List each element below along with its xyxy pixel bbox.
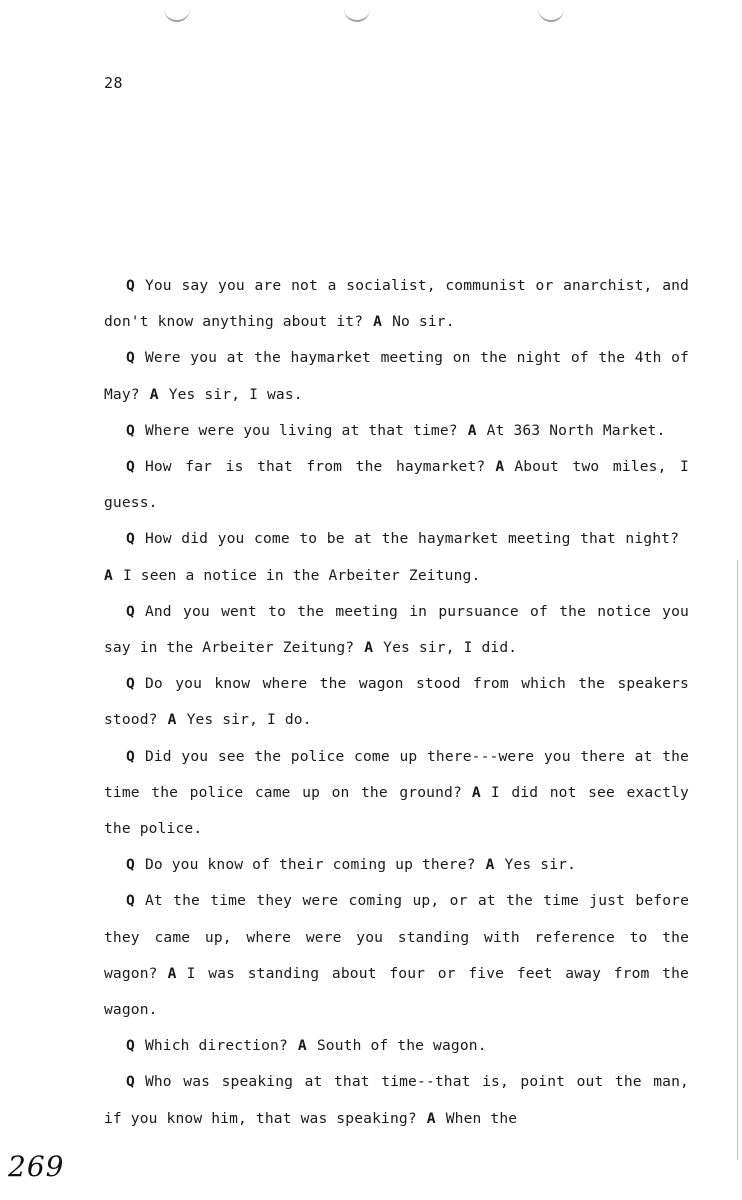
page-number: 28 bbox=[104, 74, 124, 92]
answer-text: At 363 North Market. bbox=[486, 421, 666, 439]
testimony-transcript bbox=[104, 268, 689, 1137]
question-marker: Q bbox=[126, 277, 135, 294]
question-text: How far is that from the haymarket? bbox=[144, 458, 486, 476]
question-marker: Q bbox=[126, 675, 135, 693]
answer-marker: A bbox=[167, 711, 177, 729]
question-text: Which direction? bbox=[144, 1037, 288, 1055]
question-marker: Q bbox=[126, 349, 135, 367]
qa-exchange bbox=[104, 666, 689, 738]
qa-exchange bbox=[104, 739, 689, 848]
qa-exchange bbox=[104, 413, 689, 449]
question-text: Do you know where the wagon stood from which the speakers stood? bbox=[104, 675, 689, 729]
answer-marker: A bbox=[364, 639, 374, 657]
question-text: Who was speaking at that time--that is, point out the man, if you know him, that was speaking? bbox=[104, 1073, 689, 1127]
question-text: Do you know of their coming up there? bbox=[144, 856, 476, 874]
question-marker: Q bbox=[126, 1073, 135, 1091]
answer-marker: A bbox=[373, 313, 383, 331]
qa-exchange bbox=[104, 449, 689, 521]
answer-text: About two miles, I guess. bbox=[104, 458, 689, 512]
answer-text: Yes sir. bbox=[504, 856, 577, 874]
answer-text: When the bbox=[445, 1109, 518, 1127]
answer-text: Yes sir, I do. bbox=[186, 711, 312, 729]
qa-exchange bbox=[104, 847, 689, 883]
question-text: How did you come to be at the haymarket meeting that night? bbox=[144, 530, 679, 548]
qa-exchange bbox=[104, 340, 689, 412]
qa-exchange bbox=[104, 521, 689, 593]
answer-marker: A bbox=[167, 964, 177, 982]
answer-marker: A bbox=[467, 421, 477, 439]
answer-text: Yes sir, I was. bbox=[168, 385, 303, 403]
punch-hole-mark bbox=[164, 0, 190, 22]
qa-exchange bbox=[104, 268, 689, 340]
handwritten-margin-note: 269 bbox=[8, 1150, 65, 1183]
question-marker: Q bbox=[126, 747, 135, 765]
answer-text: No sir. bbox=[392, 313, 455, 331]
question-text: You say you are not a socialist, communist or anarchist, and don't know anything about it? bbox=[104, 277, 689, 331]
question-marker: Q bbox=[126, 602, 135, 620]
question-text: At the time they were coming up, or at the time just before they came up, where were you standing with reference to the wagon? bbox=[104, 892, 689, 982]
question-marker: Q bbox=[126, 530, 135, 548]
answer-marker: A bbox=[149, 385, 159, 403]
answer-marker: A bbox=[495, 458, 505, 476]
qa-exchange bbox=[104, 594, 689, 666]
question-text: And you went to the meeting in pursuance of the notice you say in the Arbeiter Zeitung? bbox=[104, 602, 689, 657]
question-marker: Q bbox=[126, 856, 135, 874]
answer-marker: A bbox=[471, 783, 481, 801]
answer-text: South of the wagon. bbox=[316, 1037, 487, 1055]
answer-marker: A bbox=[426, 1109, 436, 1127]
page-edge-mark bbox=[737, 560, 738, 1160]
answer-marker: A bbox=[104, 566, 113, 584]
answer-text: I seen a notice in the Arbeiter Zeitung. bbox=[122, 566, 481, 584]
question-marker: Q bbox=[126, 458, 135, 476]
question-text: Were you at the haymarket meeting on the night of the 4th of May? bbox=[104, 349, 689, 403]
answer-text: Yes sir, I did. bbox=[383, 639, 518, 657]
question-marker: Q bbox=[126, 1037, 135, 1055]
qa-exchange bbox=[104, 1064, 689, 1136]
question-marker: Q bbox=[126, 421, 135, 439]
answer-text: I was standing about four or five feet away from the wagon. bbox=[104, 964, 689, 1019]
punch-hole-mark bbox=[344, 0, 370, 22]
answer-marker: A bbox=[485, 856, 495, 874]
question-text: Did you see the police come up there---were you there at the time the police came up on the ground? bbox=[104, 747, 689, 801]
question-text: Where were you living at that time? bbox=[144, 421, 458, 439]
punch-hole-mark bbox=[538, 0, 564, 22]
answer-text: I did not see exactly the police. bbox=[104, 783, 689, 838]
answer-marker: A bbox=[297, 1037, 307, 1055]
question-marker: Q bbox=[126, 892, 135, 910]
qa-exchange bbox=[104, 1028, 689, 1064]
qa-exchange bbox=[104, 883, 689, 1028]
